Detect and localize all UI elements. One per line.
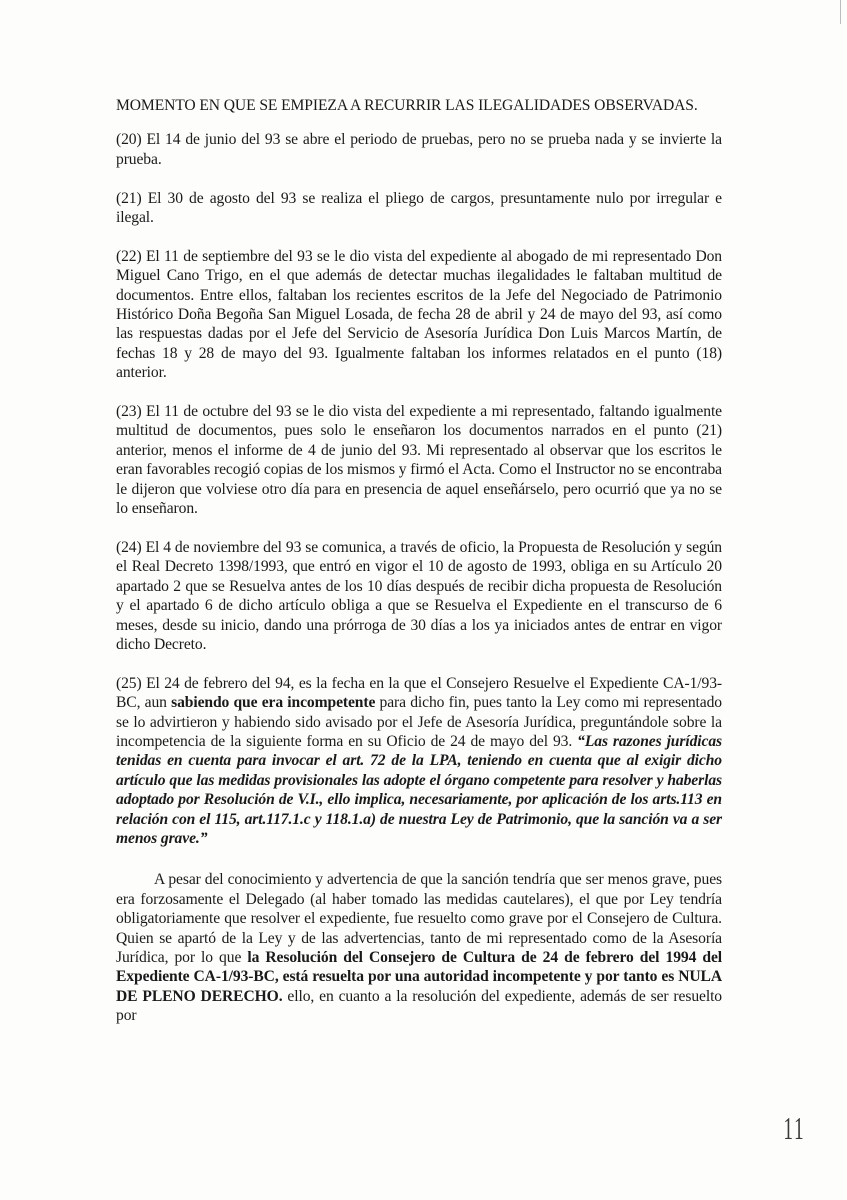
scan-edge-mark [840,0,847,24]
paragraph-25 [116,674,722,849]
conclusion-text-1: A pesar del conocimiento y advertencia de que la sanción tendría que ser menos grave, pues era forzosamente el Delegado (al haber tomado las medidas cautelares), el que por Ley tendría obligatoriamente que resolver el expediente, fue resuelto como grave por el Consejero de Cultura. Quien se apartó de la Ley y de las advertencias, tanto de mi representado como de la Asesoría Jurídica, por lo que [116,871,722,966]
paragraph-22: (22) El 11 de septiembre del 93 se le dio vista del expediente al abogado de mi representado Don Miguel Cano Trigo, en el que además de detectar muchas ilegalidades le faltaban multitud de documentos. Entre ellos, faltaban los recientes escritos de la Jefe del Negociado de Patrimonio Histórico Doña Begoña San Miguel Losada, de fecha 28 de abril y 24 de mayo del 93, así como las respuestas dadas por el Jefe del Servicio de Asesoría Jurídica Don Luis Marcos Martín, de fechas 18 y 28 de mayo del 93. Igualmente faltaban los informes relatados en el punto (18) anterior. [116,247,722,382]
page-number: 11 [783,1110,806,1146]
heading-paragraph: MOMENTO EN QUE SE EMPIEZA A RECURRIR LAS ILEGALIDADES OBSERVADAS. [116,97,698,114]
paragraph-25-text-2: para dicho fin, pues tanto la Ley como mi representado se lo advirtieron y habiendo sido avisado por el Jefe de Asesoría Jurídica, preguntándole sobre la incompetencia de la siguiente forma en su Oficio de 24 de mayo del 93. [116,694,722,750]
paragraph-20: (20) El 14 de junio del 93 se abre el periodo de pruebas, pero no se prueba nada y se invierte la prueba. [116,131,722,168]
conclusion-bold: la Resolución del Consejero de Cultura de 24 de febrero del 1994 del Expediente CA-1/93-BC, está resuelta por una autoridad incompetente y por tanto es NULA DE PLENO DERECHO. [116,948,722,1005]
paragraph-25-quote: “Las razones jurídicas tenidas en cuenta para invocar el art. 72 de la LPA, teniendo en cuenta que al exigir dicho artículo que las medidas provisionales las adopte el órgano competente para resolver y haberlas adoptado por Resolución de V.I., ello implica, necesariamente, por aplicación de los arts.113 en relación con el 115, art.117.1.c y 118.1.a) de nuestra Ley de Patrimonio, que la sanción va a ser menos grave.” [116,732,722,847]
paragraph-24: (24) El 4 de noviembre del 93 se comunica, a través de oficio, la Propuesta de Resolución y según el Real Decreto 1398/1993, que entró en vigor el 10 de agosto de 1993, obliga en su Artículo 20 apartado 2 que se Resuelva antes de los 10 días después de recibir dicha propuesta de Resolución y el apartado 6 de dicho artículo obliga a que se Resuelva el Expediente en el transcurso de 6 meses, desde su inicio, dando una prórroga de 30 días a los ya iniciados antes de entrar en vigor dicho Decreto. [116,538,722,653]
document-page [116,96,722,1045]
paragraph-25-bold: sabiendo que era incompetente [171,694,376,712]
paragraph-23: (23) El 11 de octubre del 93 se le dio vista del expediente a mi representado, faltando igualmente multitud de documentos, pues solo le enseñaron los documentos narrados en el punto (21) anterior, menos el informe de 4 de junio del 93. Mi representado al observar que los escritos le eran favorables recogió copias de los mismos y firmó el Acta. Como el Instructor no se encontraba le dijeron que volviese otro día para en presencia de aquel enseñárselo, pero ocurrió que ya no se lo enseñaron. [116,403,722,518]
paragraph-25-text-1: (25) El 24 de febrero del 94, es la fecha en la que el Consejero Resuelve el Expediente CA-1/93-BC, aun [116,674,722,712]
paragraph-conclusion [116,870,722,1025]
conclusion-text-2: ello, en cuanto a la resolución del expediente, además de ser resuelto por [116,987,722,1025]
paragraph-21: (21) El 30 de agosto del 93 se realiza el pliego de cargos, presuntamente nulo por irregular e ilegal. [116,189,722,227]
